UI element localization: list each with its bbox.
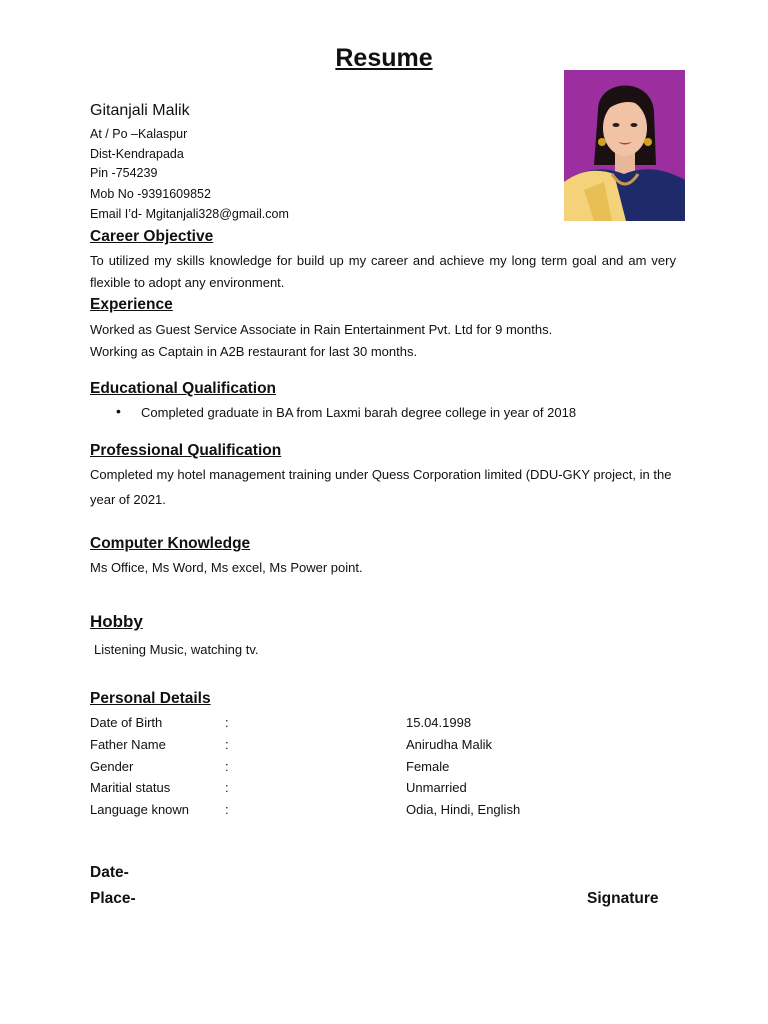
professional-heading: Professional Qualification — [90, 442, 282, 459]
experience-heading: Experience — [90, 296, 173, 313]
personal-heading: Personal Details — [90, 690, 211, 707]
profile-photo — [564, 70, 685, 221]
personal-label: Gender — [90, 759, 134, 774]
career-objective-heading: Career Objective — [90, 228, 214, 245]
personal-value: Anirudha Malik — [406, 737, 492, 752]
education-item: Completed graduate in BA from Laxmi barah degree college in year of 2018 — [141, 405, 577, 420]
place-label: Place- — [90, 890, 136, 907]
personal-colon: : — [225, 715, 229, 730]
professional-text: Completed my hotel management training under Quess Corporation limited (DDU-GKY project, in the year of 2021. — [90, 467, 672, 507]
personal-label: Date of Birth — [90, 715, 163, 730]
district-line: Dist-Kendrapada — [90, 147, 184, 161]
experience-item: Working as Captain in A2B restaurant for last 30 months. — [90, 344, 418, 359]
date-label: Date- — [90, 864, 129, 881]
personal-value: Female — [406, 759, 450, 774]
hobby-heading: Hobby — [90, 612, 143, 631]
pin-line: Pin -754239 — [90, 166, 158, 180]
signature-label: Signature — [587, 890, 659, 907]
bullet-icon: • — [116, 403, 121, 419]
email-line: Email I’d- Mgitanjali328@gmail.com — [90, 207, 289, 221]
personal-label: Maritial status — [90, 780, 171, 795]
mobile-line: Mob No -9391609852 — [90, 187, 211, 201]
hobby-text: Listening Music, watching tv. — [94, 642, 259, 657]
candidate-name: Gitanjali Malik — [90, 102, 190, 119]
personal-colon: : — [225, 780, 229, 795]
personal-colon: : — [225, 759, 229, 774]
computer-heading: Computer Knowledge — [90, 535, 251, 552]
personal-value: Unmarried — [406, 780, 467, 795]
personal-value: 15.04.1998 — [406, 715, 472, 730]
career-objective-text: To utilized my skills knowledge for build up my career and achieve my long term goal and am very flexible to adopt any environment. — [90, 253, 676, 290]
page-title: Resume — [335, 44, 433, 72]
experience-item: Worked as Guest Service Associate in Rain Entertainment Pvt. Ltd for 9 months. — [90, 322, 553, 337]
personal-colon: : — [225, 737, 229, 752]
personal-label: Father Name — [90, 737, 166, 752]
computer-text: Ms Office, Ms Word, Ms excel, Ms Power point. — [90, 560, 363, 575]
personal-colon: : — [225, 802, 229, 817]
personal-label: Language known — [90, 802, 190, 817]
education-heading: Educational Qualification — [90, 380, 277, 397]
personal-value: Odia, Hindi, English — [406, 802, 521, 817]
address-line: At / Po –Kalaspur — [90, 127, 188, 141]
